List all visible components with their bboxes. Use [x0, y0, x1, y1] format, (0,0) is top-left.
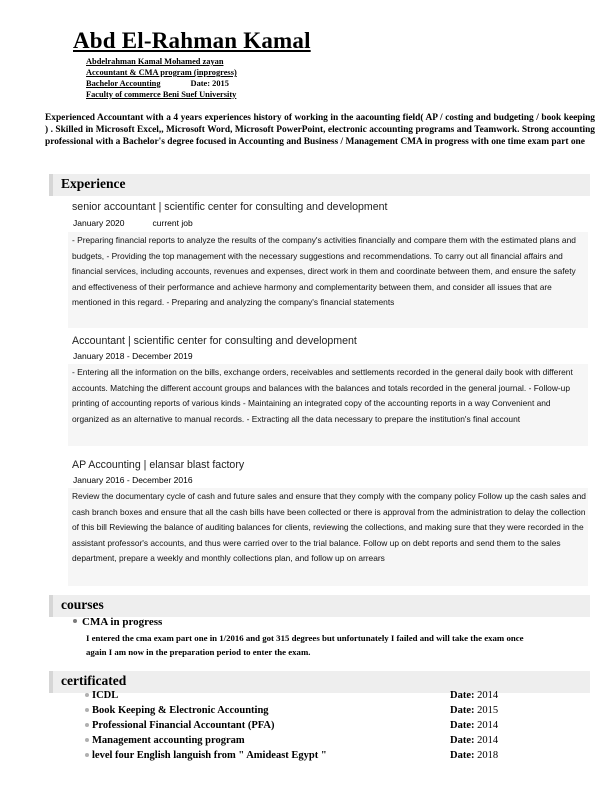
- course-item: [73, 616, 162, 628]
- faculty-line: Faculty of commerce Beni Suef University: [86, 90, 237, 99]
- program-line: Accountant & CMA program (inprogress): [86, 68, 237, 77]
- experience-title: Experience: [61, 176, 126, 191]
- job-title: senior accountant | scientific center for consulting and development: [72, 201, 388, 213]
- bullet-icon: [85, 753, 89, 757]
- courses-header-bar: [49, 595, 590, 617]
- degree-date: Date: 2015: [190, 79, 229, 88]
- date-label: Date:: [450, 720, 475, 731]
- certificate-year: 2014: [477, 720, 499, 731]
- job-title: AP Accounting | elansar blast factory: [72, 459, 245, 471]
- bullet-icon: [85, 693, 89, 697]
- bullet-icon: [85, 723, 89, 727]
- certificated-title: certificated: [61, 673, 127, 688]
- certificate-name: Professional Financial Accountant (PFA): [92, 720, 275, 731]
- full-name: Abdelrahman Kamal Mohamed zayan: [86, 57, 224, 66]
- certificate-row: [85, 705, 515, 720]
- certificate-date: [450, 735, 498, 746]
- certificate-year: 2015: [477, 705, 499, 716]
- bullet-icon: [85, 708, 89, 712]
- degree-line: [86, 79, 229, 88]
- certificate-row: [85, 690, 515, 705]
- job-date: January 2016 - December 2016: [73, 475, 193, 485]
- job-date: [73, 218, 193, 228]
- certificate-date: [450, 705, 498, 716]
- certificate-year: 2014: [477, 735, 499, 746]
- job-current-label: current job: [152, 218, 193, 228]
- certificate-date: [450, 690, 498, 701]
- certificate-row: [85, 750, 515, 765]
- job-description: - Preparing financial reports to analyze the results of the company's activities financially and compare them with the estimated plans and budgets, - Providing the top management with the necessary suggestions and recommendations. To carry out all financial affairs and financial services, including accounts, revenues and expenses, direct work in them and coordinate between them, and ensure the safety and effectiveness of their performance and achieve harmony and complementarity between them, and consider all issues that are mentioned in this regard. - Preparing and analyzing the company's financial statements: [68, 232, 588, 328]
- degree: Bachelor Accounting: [86, 79, 161, 88]
- job-description: - Entering all the information on the bills, exchange orders, receivables and settlements recorded in the general daily book with different accounts. Matching the different account groups and balances with the balances and totals recorded in the general journal. - Follow-up printing of accounting reports of various kinds - Maintaining an integrated copy of the accounting reports in a way Convenient and organized as an alternative to manual records. - Extracting all the data necessary to prepare the institution's final account: [68, 364, 588, 446]
- summary-paragraph: Experienced Accountant with a 4 years experiences history of working in the aacounting field( AP / costing and budgeting / book keeping ) . Skilled in Microsoft Excel,, Microsoft Word, Microsoft PowerPoint, electronic accounting programs and Teamwork. Strong accounting professional with a Bachelor's degree focused in Accounting and Business / Management CMA in progress with one time exam part one: [45, 113, 595, 148]
- job-date-start: January 2020: [73, 218, 125, 228]
- job-date: January 2018 - December 2019: [73, 351, 193, 361]
- courses-title: courses: [61, 597, 104, 612]
- course-name: CMA in progress: [82, 616, 163, 628]
- job-title: Accountant | scientific center for consulting and development: [72, 335, 357, 347]
- certificate-year: 2014: [477, 690, 499, 701]
- date-label: Date:: [450, 705, 475, 716]
- experience-header-bar: [49, 174, 590, 196]
- bullet-icon: [85, 738, 89, 742]
- date-label: Date:: [450, 735, 475, 746]
- certificate-year: 2018: [477, 750, 499, 761]
- certificate-list: [85, 690, 515, 765]
- certificate-date: [450, 720, 498, 731]
- certificate-name: ICDL: [92, 690, 119, 701]
- course-description: I entered the cma exam part one in 1/2016 and got 315 degrees but unfortunately I failed and will take the exam once again I am now in the preparation period to enter the exam.: [86, 633, 524, 657]
- candidate-name: Abd El-Rahman Kamal: [73, 28, 311, 53]
- certificate-date: [450, 750, 498, 761]
- certificate-row: [85, 720, 515, 735]
- bullet-icon: [73, 619, 77, 623]
- certificate-name: level four English languish from " Amideast Egypt ": [92, 750, 327, 761]
- date-label: Date:: [450, 750, 475, 761]
- date-label: Date:: [450, 690, 475, 701]
- certificate-row: [85, 735, 515, 750]
- certificate-name: Management accounting program: [92, 735, 245, 746]
- job-description: Review the documentary cycle of cash and future sales and ensure that they comply with the company policy Follow up the cash sales and cash branch boxes and ensure that all the cash bills have been collected or there is approval from the administration to delay the collection of this bill Reviewing the balance of auditing balances for clients, reviewing the collections, and making sure that they were recorded in the assistant professor's accounts, and thus were carried over to the trial balance. Follow up on debt reports and send them to the sales department, prepare a weekly and monthly collections plan, and follow up on arrears: [68, 488, 588, 586]
- certificate-name: Book Keeping & Electronic Accounting: [92, 705, 269, 716]
